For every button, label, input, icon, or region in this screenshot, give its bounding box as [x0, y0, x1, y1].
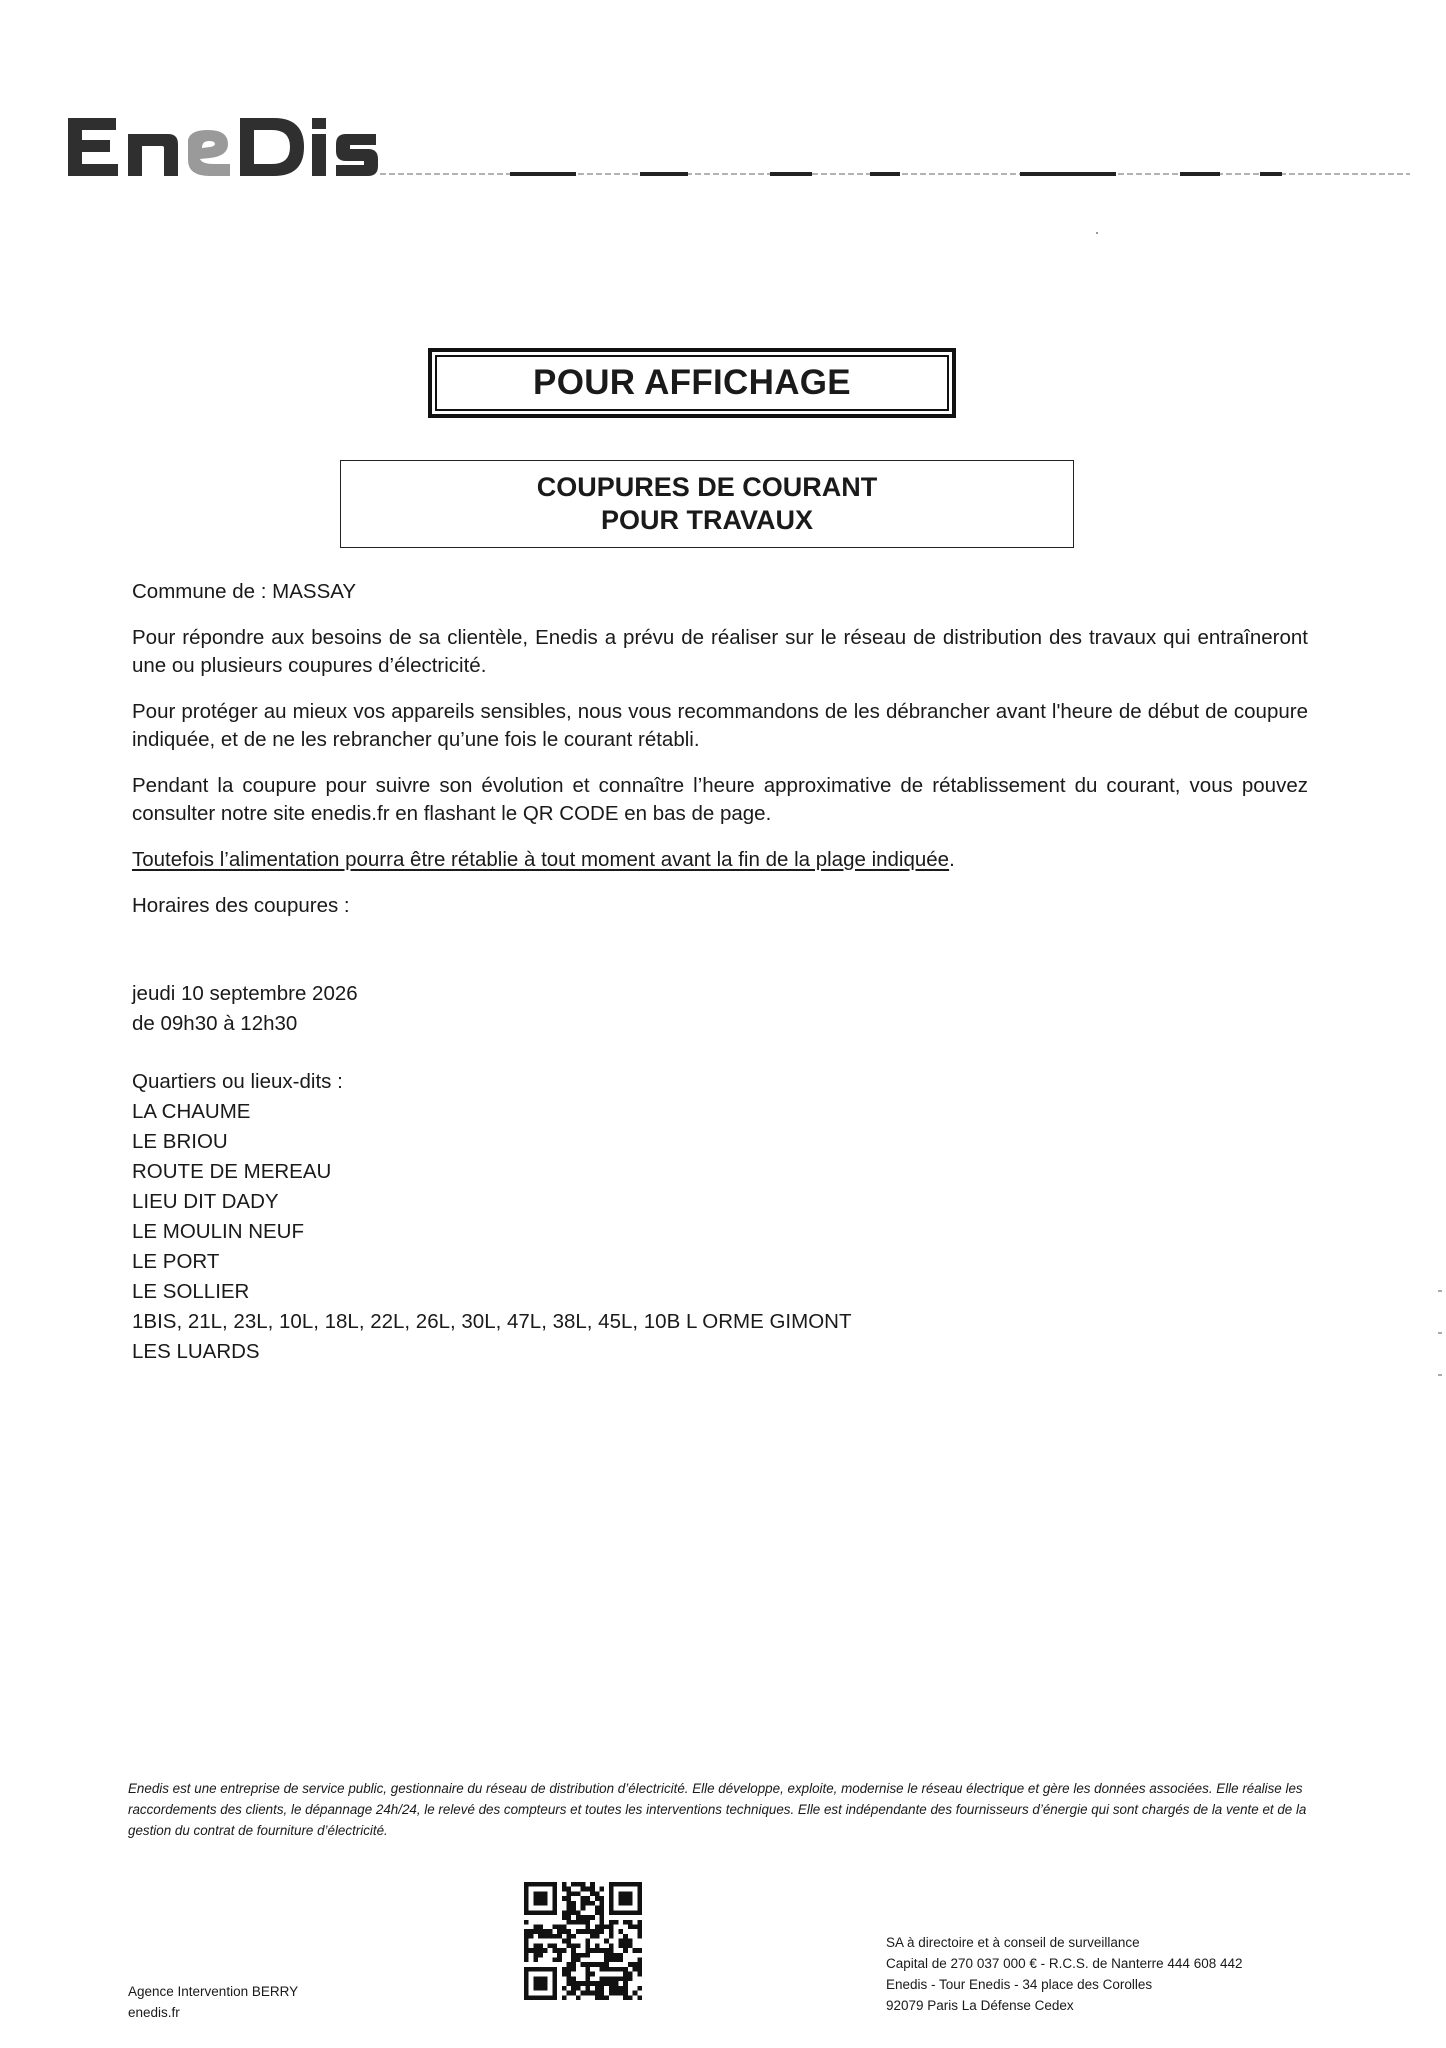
horaires-label: Horaires des coupures :	[132, 894, 350, 917]
intro-paragraph: Pour répondre aux besoins de sa clientèle, Enedis a prévu de réaliser sur le réseau de distribution des travaux qui entraîneront une ou plusieurs coupures d’électricité.	[132, 626, 1308, 677]
footer-company-note: Enedis est une entreprise de service public, gestionnaire du réseau de distribution d’électricité. Elle développe, exploite, modernise le réseau électrique et gère les données associées. Elle réalise les raccordements des clients, le dépannage 24h/24, le relevé des compteurs et toutes les interventions techniques. Elle est indépendante des fournisseurs d’énergie qui sont chargés de la vente et de la gestion du contrat de fourniture d’électricité.	[128, 1781, 1307, 1838]
tracking-paragraph: Pendant la coupure pour suivre son évolution et connaître l’heure approximative de rétablissement du courant, vous pouvez consulter notre site enedis.fr en flashant le QR CODE en bas de page.	[132, 774, 1308, 825]
schedule-block	[132, 980, 1308, 1040]
commune-line: Commune de : MASSAY	[132, 580, 357, 603]
scan-margin-marks	[1438, 1290, 1442, 1420]
location-item: LE PORT	[132, 1250, 220, 1273]
location-item: ROUTE DE MEREAU	[132, 1160, 332, 1183]
legal-info	[886, 1932, 1243, 2016]
coupures-title-line1: COUPURES DE COURANT	[536, 472, 878, 503]
warning-period: .	[949, 848, 955, 871]
legal-line: Capital de 270 037 000 € - R.C.S. de Nanterre 444 608 442	[886, 1956, 1243, 1971]
legal-line: SA à directoire et à conseil de surveillance	[886, 1935, 1140, 1950]
location-item: 1BIS, 21L, 23L, 10L, 18L, 22L, 26L, 30L, 47L, 38L, 45L, 10B L ORME GIMONT	[132, 1310, 852, 1333]
location-item: LE SOLLIER	[132, 1280, 250, 1303]
qr-code-icon[interactable]	[524, 1882, 642, 2000]
agency-block	[128, 1981, 298, 2023]
protection-paragraph: Pour protéger au mieux vos appareils sensibles, nous vous recommandons de les débrancher avant l'heure de début de coupure indiquée, et de ne les rebrancher qu’une fois le courant rétabli.	[132, 700, 1308, 751]
location-item: LE MOULIN NEUF	[132, 1220, 304, 1243]
notice-body	[132, 578, 1308, 1368]
scan-speck	[1096, 232, 1098, 234]
location-item: LE BRIOU	[132, 1130, 228, 1153]
header-rule	[380, 168, 1410, 180]
locations-block	[132, 1068, 1308, 1368]
schedule-hours: de 09h30 à 12h30	[132, 1012, 298, 1035]
agency-name: Agence Intervention BERRY	[128, 1984, 299, 1999]
locations-label: Quartiers ou lieux-dits :	[132, 1070, 343, 1093]
enedis-logo	[64, 104, 382, 184]
location-item: LES LUARDS	[132, 1340, 260, 1363]
legal-line: Enedis - Tour Enedis - 34 place des Corolles	[886, 1977, 1153, 1992]
affichage-title: POUR AFFICHAGE	[435, 355, 949, 411]
coupures-title-box	[340, 460, 1074, 548]
coupures-title-line2: POUR TRAVAUX	[600, 505, 813, 535]
warning-paragraph	[132, 846, 1308, 874]
warning-underlined-text: Toutefois l’alimentation pourra être rétablie à tout moment avant la fin de la plage indiquée	[132, 848, 950, 871]
affichage-title-box	[428, 348, 956, 418]
location-item: LA CHAUME	[132, 1100, 251, 1123]
legal-line: 92079 Paris La Défense Cedex	[886, 1998, 1074, 2013]
location-item: LIEU DIT DADY	[132, 1190, 279, 1213]
schedule-date: jeudi 10 septembre 2026	[132, 982, 358, 1005]
agency-website-link[interactable]: enedis.fr	[128, 2005, 180, 2020]
